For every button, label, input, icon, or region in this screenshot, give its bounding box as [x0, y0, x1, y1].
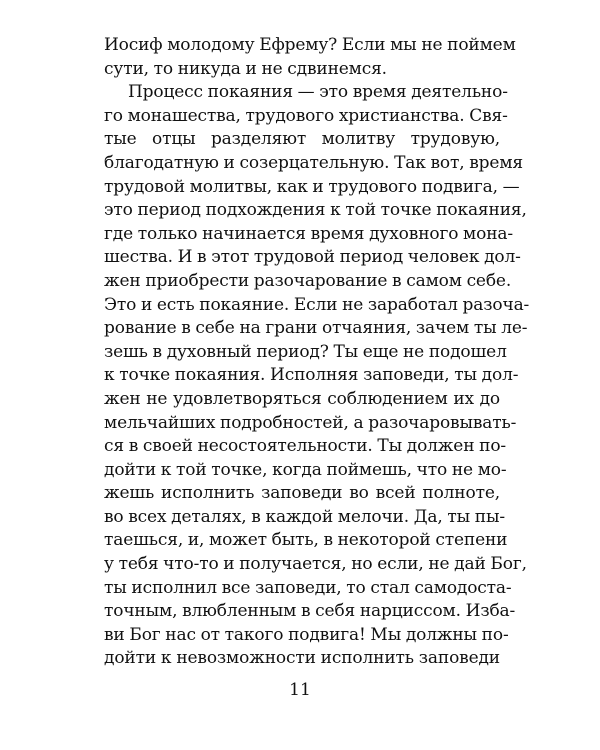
text-line: жен не удовлетворяться соблюдением их до [104, 388, 500, 409]
text-line: зешь в духовный период? Ты еще не подошел [104, 341, 507, 362]
text-line: во всех деталях, в каждой мелочи. Да, ты пы- [104, 506, 505, 527]
text-line: Иосиф молодому Ефрему? Если мы не поймем [104, 35, 516, 55]
text-line: у тебя что-то и получается, но если, не дай Бог, [104, 554, 527, 575]
text-line: Это и есть покаяние. Если не заработал разоча- [104, 294, 530, 315]
text-line: рование в себе на грани отчаяния, зачем ты ле- [104, 318, 528, 339]
text-line: шества. И в этот трудовой период человек дол- [104, 247, 521, 268]
text-line: ся в своей несостоятельности. Ты должен по- [104, 436, 506, 457]
text-line: таешься, и, может быть, в некоторой степени [104, 530, 508, 551]
text-line: где только начинается время духовного мона- [104, 223, 513, 244]
text-line: жешь исполнить заповеди во всей полноте, [104, 483, 500, 504]
text-line: точным, влюбленным в себя нарциссом. Изба- [104, 601, 516, 622]
text-line: благодатную и созерцательную. Так вот, время [104, 152, 523, 173]
text-line: го монашества, трудового христианства. Свя- [104, 105, 508, 126]
page-number: 11 [289, 680, 311, 700]
text-line: ты исполнил все заповеди, то стал самодоста- [104, 577, 512, 598]
body-text [104, 34, 530, 671]
text-line: дойти к невозможности исполнить заповеди [104, 648, 500, 669]
text-line: дойти к той точке, когда поймешь, что не мо- [104, 459, 507, 480]
text-line: жен приобрести разочарование в самом себе. [104, 270, 512, 291]
text-line: это период подхождения к той точке покаяния, [104, 200, 527, 221]
paragraph-first-line: Процесс покаяния — это время деятельно- [128, 82, 508, 103]
text-line: тые отцы разделяют молитву трудовую, [104, 129, 500, 150]
text-line: трудовой молитвы, как и трудового подвига, — [104, 176, 520, 197]
text-line: сути, то никуда и не сдвинемся. [104, 58, 387, 79]
text-line: ви Бог нас от такого подвига! Мы должны по- [104, 624, 509, 645]
text-line: к точке покаяния. Исполняя заповеди, ты дол- [104, 365, 519, 386]
text-line: мельчайших подробностей, а разочаровывать- [104, 412, 517, 433]
